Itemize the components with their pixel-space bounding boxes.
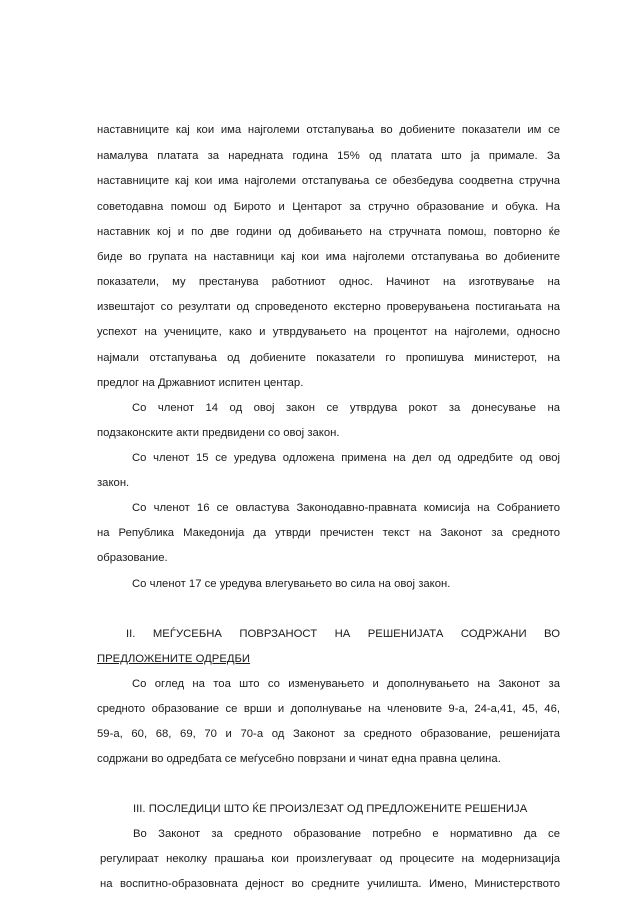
- text-line: образование.: [97, 552, 168, 564]
- text-line: 59-а, 60, 68, 69, 70 и 70-а од Законот за средното образование, решенијата: [97, 728, 560, 740]
- text-line: на Република Македонија да утврди пречистен текст на Законот за средното: [97, 527, 560, 539]
- text-line: наставник кој и по две години од добивањето на стручната помош, повторно ќе: [97, 226, 560, 238]
- paragraph-article-16: Со членот 16 се овластува Законодавно-правната комисија на Собранието: [132, 502, 560, 514]
- text-line: подзаконските акти предвидени со овој закон.: [97, 427, 340, 439]
- section-heading-3: III. ПОСЛЕДИЦИ ШТО ЌЕ ПРОИЗЛЕЗАТ ОД ПРЕДЛОЖЕНИТЕ РЕШЕНИЈА: [133, 803, 528, 815]
- text-line: показатели, му престанува работниот однос. Начинот на изготвување на: [97, 276, 560, 288]
- text-line: намалува платата за наредната година 15% од платата што ја примале. За: [97, 150, 560, 162]
- text-line: на воспитно-образовната дејност во средните училишта. Имено, Министерството: [100, 878, 560, 890]
- text-line: регулираат неколку прашања кои произлегуваат од процесите на модернизација: [100, 853, 560, 865]
- paragraph-article-17: Со членот 17 се уредува влегувањето во сила на овој закон.: [132, 578, 451, 590]
- section-heading-2-underlined: ПРЕДЛОЖЕНИТЕ ОДРЕДБИ: [97, 653, 251, 665]
- text-line: содржани во одредбата се меѓусебно поврзани и чинат една правна целина.: [97, 753, 501, 765]
- text-line: биде во групата на наставници кај кои има најголеми отстапувања во добиените: [97, 251, 560, 263]
- section-3-paragraph: Во Законот за средното образование потребно е нормативно да се: [133, 828, 560, 840]
- text-line: наставниците кај кои има најголеми отстапувања во добиените показатели им се: [97, 124, 560, 136]
- text-line: наставниците кај кои има најголеми отстапувања се обезбедува соодветна стручна: [97, 175, 560, 187]
- text-line: успехот на учениците, како и утврдувањето на процентот на најголеми, односно: [97, 326, 560, 338]
- text-line: закон.: [97, 477, 130, 489]
- text-line: најмали отстапувања од добиените показатели го пропишува министерот, на: [97, 352, 560, 364]
- text-line: средното образование се врши и дополнување на членовите 9-а, 24-а,41, 45, 46,: [97, 703, 560, 715]
- text-line: предлог на Државниот испитен центар.: [97, 377, 304, 389]
- text-line: извештајот со резултати од спроведеното екстерно проверувањена постигањата на: [97, 301, 560, 313]
- section-heading-2: II. МЕЃУСЕБНА ПОВРЗАНОСТ НА РЕШЕНИЈАТА СОДРЖАНИ ВО: [126, 628, 560, 640]
- paragraph-article-14: Со членот 14 од овој закон се утврдува рокот за донесување на: [132, 402, 560, 414]
- paragraph-article-15: Со членот 15 се уредува одложена примена на дел од одредбите од овој: [132, 452, 560, 464]
- section-2-paragraph: Со оглед на тоа што со изменувањето и дополнувањето на Законот за: [132, 678, 560, 690]
- text-line: советодавна помош од Бирото и Центарот за стручно образование и обука. На: [97, 201, 560, 213]
- section-heading-2-cont: [97, 652, 560, 666]
